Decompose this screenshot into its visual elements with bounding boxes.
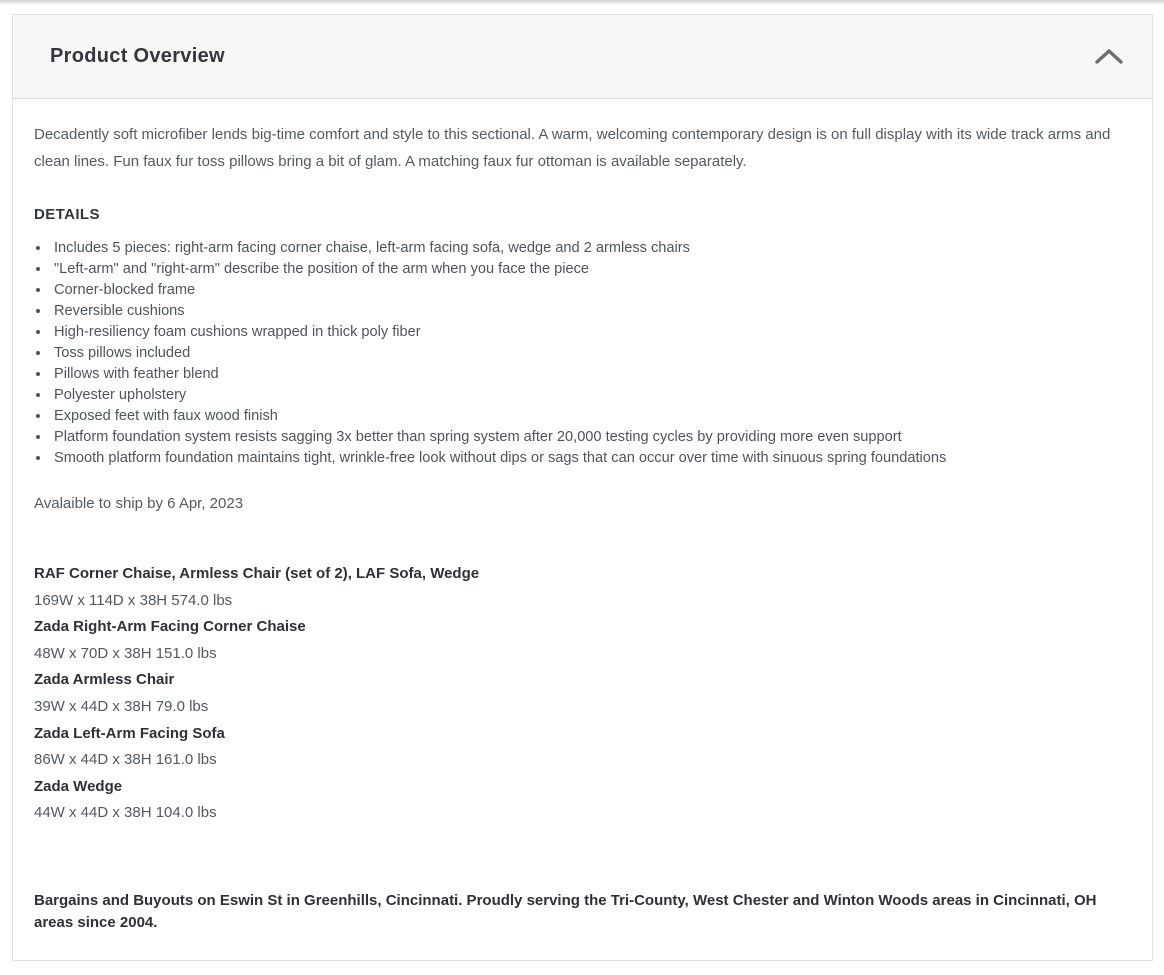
details-item: • Includes 5 pieces: right-arm facing corner chaise, left-arm facing sofa, wedge and 2 armless chairs xyxy=(51,238,1112,259)
spec-name: Zada Armless Chair xyxy=(34,671,175,689)
spec-dimensions: 44W x 44D x 38H 104.0 lbs xyxy=(34,804,217,822)
spec-dimensions: 39W x 44D x 38H 79.0 lbs xyxy=(34,697,209,715)
details-item: • "Left-arm" and "right-arm" describe the position of the arm when you face the piece xyxy=(51,259,1112,280)
panel-header[interactable] xyxy=(13,15,1152,99)
details-list xyxy=(34,238,1112,469)
availability-text: Avalaible to ship by 6 Apr, 2023 xyxy=(34,495,244,512)
details-item: • Corner-blocked frame xyxy=(51,280,1112,301)
details-item: • High-resiliency foam cushions wrapped in thick poly fiber xyxy=(51,322,1112,343)
spec-dimensions: 86W x 44D x 38H 161.0 lbs xyxy=(34,751,217,769)
spec-name: Zada Left-Arm Facing Sofa xyxy=(34,724,225,742)
details-item: • Exposed feet with faux wood finish xyxy=(51,406,1112,427)
panel-body xyxy=(13,99,1152,960)
details-item: • Polyester upholstery xyxy=(51,385,1112,406)
details-item: • Reversible cushions xyxy=(51,301,1112,322)
page-top-shadow xyxy=(0,0,1164,5)
details-item: • Smooth platform foundation maintains tight, wrinkle-free look without dips or sags that can occur over time with sinuous spring foundations xyxy=(51,448,1112,469)
chevron-up-icon[interactable] xyxy=(1092,45,1126,69)
spec-name: RAF Corner Chaise, Armless Chair (set of 2), LAF Sofa, Wedge xyxy=(34,565,480,582)
spec-dimensions: 169W x 114D x 38H 574.0 lbs xyxy=(34,591,233,609)
product-description: Decadently soft microfiber lends big-time comfort and style to this sectional. A warm, welcoming contemporary design is on full display with its wide track arms and clean lines. Fun faux fur toss pillows bring a bit of glam. A matching faux fur ottoman is available separately. xyxy=(34,126,1111,170)
details-item: • Pillows with feather blend xyxy=(51,364,1112,385)
details-heading: DETAILS xyxy=(34,206,100,223)
product-overview-panel xyxy=(12,14,1153,961)
details-item: • Toss pillows included xyxy=(51,343,1112,364)
spec-dimensions: 48W x 70D x 38H 151.0 lbs xyxy=(34,644,217,662)
spec-name: Zada Wedge xyxy=(34,777,123,795)
panel-title: Product Overview xyxy=(50,45,225,67)
details-item: • Platform foundation system resists sagging 3x better than spring system after 20,000 testing cycles by providing more even support xyxy=(51,427,1112,448)
spec-name: Zada Right-Arm Facing Corner Chaise xyxy=(34,618,306,636)
spec-list xyxy=(34,561,1112,827)
store-info-text: Bargains and Buyouts on Eswin St in Greenhills, Cincinnati. Proudly serving the Tri-County, West Chester and Winton Woods areas in Cincinnati, OH areas since 2004. xyxy=(34,891,1097,931)
